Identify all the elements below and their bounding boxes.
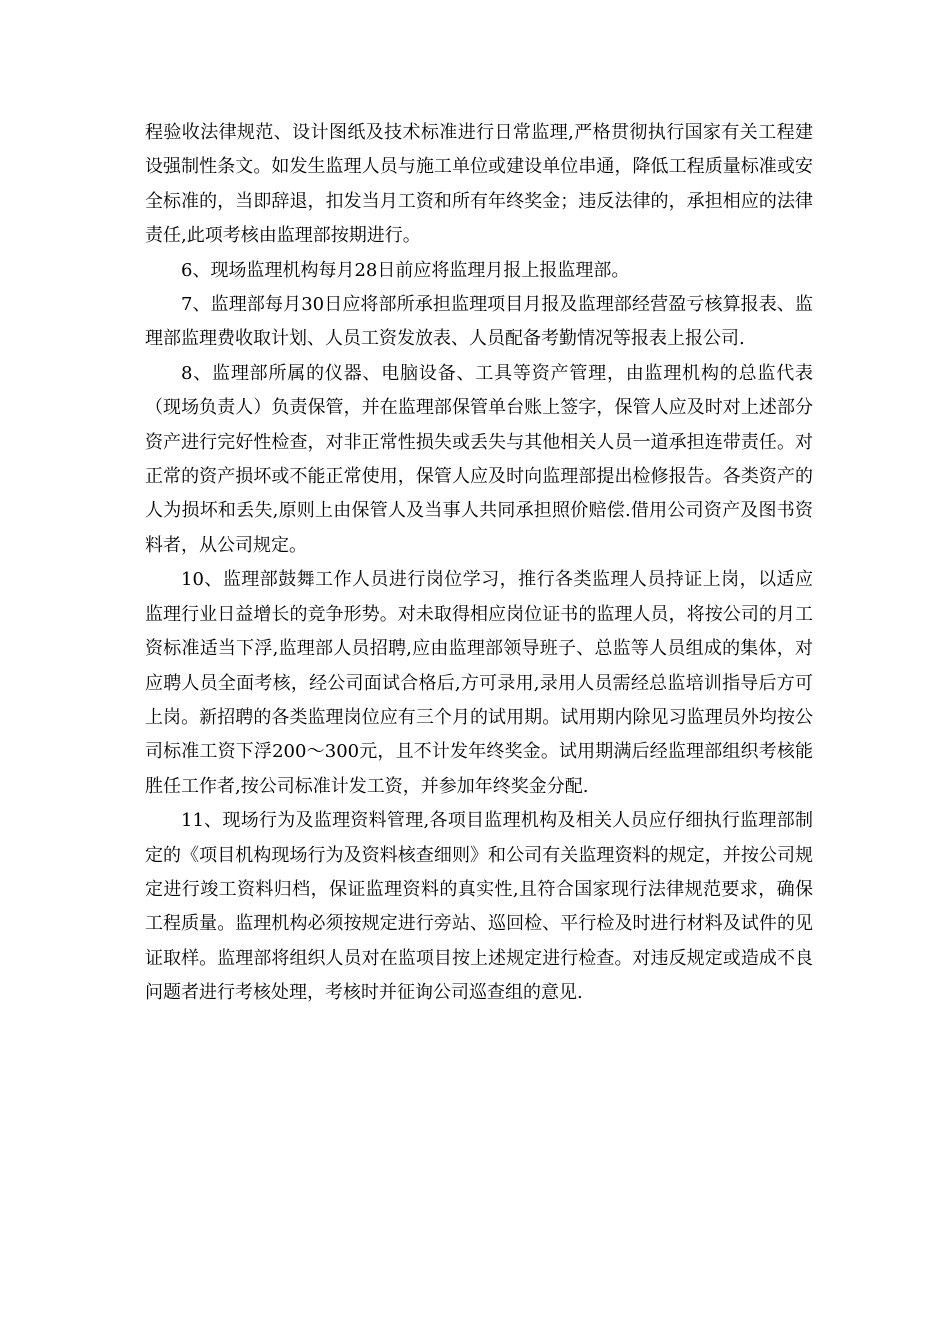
paragraph-item-6: 6、现场监理机构每月28日前应将监理月报上报监理部。 — [181, 259, 630, 281]
paragraph-item-7: 7、监理部每月30日应将部所承担监理项目月报及监理部经营盈亏核算报表、监理部监理费收取计划、人员工资发放表、人员配备考勤情况等报表上报公司. — [145, 294, 813, 350]
paragraph-continuation: 程验收法律规范、设计图纸及技术标准进行日常监理,严格贯彻执行国家有关工程建设强制性条文。如发生监理人员与施工单位或建设单位串通，降低工程质量标准或安全标准的，当即辞退，扣发当月工资和所有年终奖金；违反法律的，承担相应的法律责任,此项考核由监理部按期进行。 — [145, 122, 813, 247]
paragraph-item-8: 8、监理部所属的仪器、电脑设备、工具等资产管理，由监理机构的总监代表（现场负责人）负责保管，并在监理部保管单台账上签字，保管人应及时对上述部分资产进行完好性检查，对非正常性损失或丢失与其他相关人员一道承担连带责任。对正常的资产损坏或不能正常使用，保管人应及时向监理部提出检修报告。各类资产的人为损坏和丢失,原则上由保管人及当事人共同承担照价赔偿.借用公司资产及图书资料者，从公司规定。 — [145, 362, 813, 556]
paragraph-item-11: 11、现场行为及监理资料管理,各项目监理机构及相关人员应仔细执行监理部制定的《项目机构现场行为及资料核查细则》和公司有关监理资料的规定，并按公司规定进行竣工资料归档，保证监理资料的真实性,且符合国家现行法律规范要求，确保工程质量。监理机构必须按规定进行旁站、巡回检、平行检及时进行材料及试件的见证取样。监理部将组织人员对在监项目按上述规定进行检查。对违反规定或造成不良问题者进行考核处理，考核时并征询公司巡查组的意见. — [145, 810, 813, 1004]
paragraph-item-10: 10、监理部鼓舞工作人员进行岗位学习，推行各类监理人员持证上岗，以适应监理行业日益增长的竞争形势。对未取得相应岗位证书的监理人员，将按公司的月工资标准适当下浮,监理部人员招聘,应由监理部领导班子、总监等人员组成的集体，对应聘人员全面考核，经公司面试合格后,方可录用,录用人员需经总监培训指导后方可上岗。新招聘的各类监理岗位应有三个月的试用期。试用期内除见习监理员外均按公司标准工资下浮200～300元，且不计发年终奖金。试用期满后经监理部组织考核能胜任工作者,按公司标准计发工资，并参加年终奖金分配. — [145, 569, 813, 797]
document-body — [145, 116, 813, 1011]
